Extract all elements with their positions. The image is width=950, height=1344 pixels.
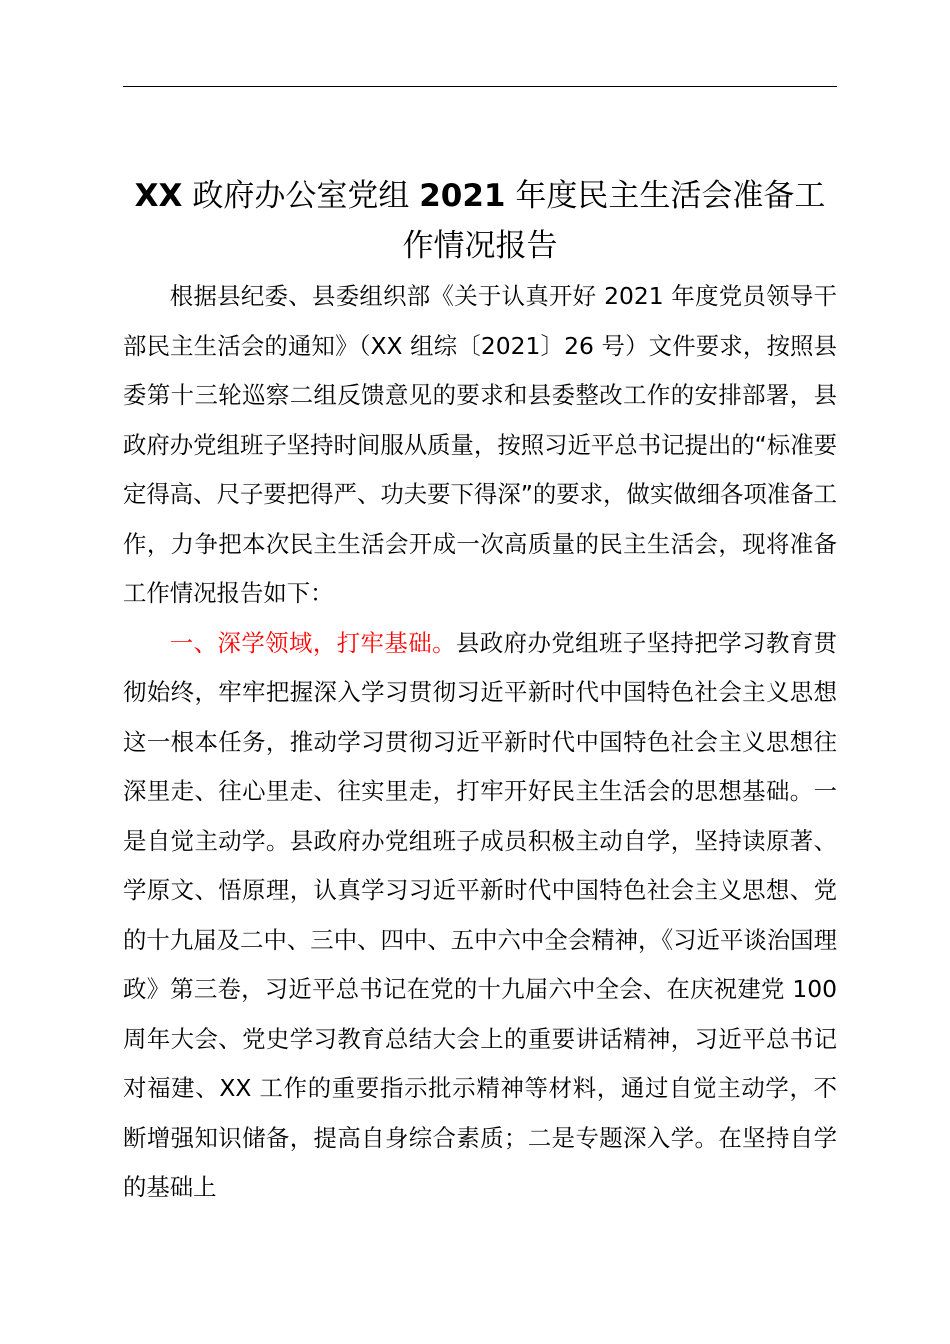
header-rule [123,86,837,87]
intro-paragraph [123,272,837,619]
title-text-2: 年度民主生活会准备工作情况报告 [402,177,826,264]
intro-text: 根据县纪委、县委组织部《关于认真开好 2021 年度党员领导干部民主生活会的通知》（XX 组综〔2021〕26 号）文件要求，按照县委第十三轮巡察二组反馈意见的要求和县委整改工作的安排部署，县政府办党组班子坚持时间服从质量，按照习近平总书记提出的“标准要定得高、尺子要把得严、功夫要下得深”的要求，做实做细各项准备工作，力争把本次民主生活会开成一次高质量的民主生活会，现将准备工作情况报告如下： [123,282,837,607]
section-one-text: 县政府办党组班子坚持把学习教育贯彻始终，牢牢把握深入学习贯彻习近平新时代中国特色社会主义思想这一根本任务，推动学习贯彻习近平新时代中国特色社会主义思想往深里走、往心里走、往实里走，打牢开好民主生活会的思想基础。一是自觉主动学。县政府办党组班子成员积极主动自学，坚持读原著、学原文、悟原理，认真学习习近平新时代中国特色社会主义思想、党的十九届及二中、三中、四中、五中六中全会精神，《习近平谈治国理政》第三卷，习近平总书记在党的十九届六中全会、在庆祝建党 100 周年大会、党史学习教育总结大会上的重要讲话精神，习近平总书记对福建、XX 工作的重要指示批示精神等材料，通过自觉主动学，不断增强知识储备，提高自身综合素质；二是专题深入学。在坚持自学的基础上 [123,628,838,1201]
section-one-heading: 一、深学领域，打牢基础。 [169,628,456,657]
title-prefix: XX [134,177,183,214]
section-one-paragraph [123,619,837,1213]
title-year: 2021 [419,177,506,214]
title-text-1: 政府办公室党组 [182,177,420,214]
page-title [123,171,837,271]
document-body [123,272,837,1213]
